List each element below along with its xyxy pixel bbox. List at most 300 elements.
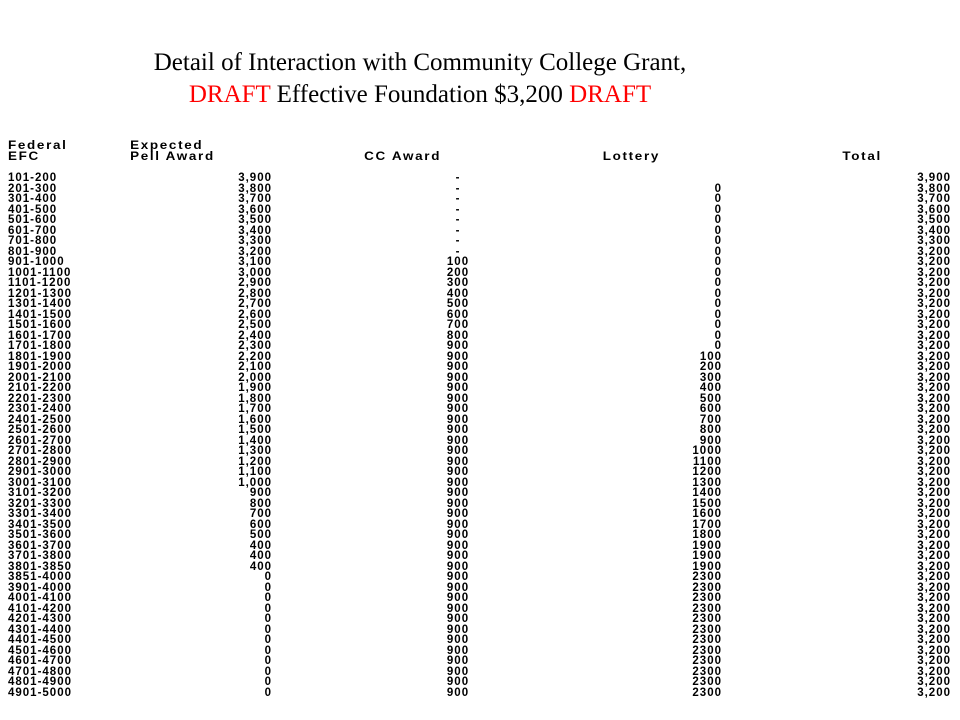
cc-award-cell: 900	[446, 466, 470, 478]
table-row	[8, 203, 951, 216]
lottery-award-cell: 0	[714, 287, 722, 300]
pell-award-cell: 3,200	[238, 245, 272, 258]
lottery-award-cell: 2300	[692, 592, 722, 604]
table-row	[8, 539, 951, 552]
cc-award-cell: 900	[446, 434, 470, 447]
header-pell-line2: Pell Award	[130, 149, 215, 163]
pell-award-cell: 2,400	[238, 329, 272, 342]
table-row	[8, 686, 951, 699]
efc-range-cell: 4601-4700	[8, 655, 72, 667]
lottery-award-cell: 700	[699, 413, 722, 426]
lottery-award-cell: 2300	[692, 602, 722, 615]
pell-award-cell: 1,400	[238, 434, 272, 447]
total-award-cell: 3,200	[917, 466, 951, 478]
cc-award-cell: 900	[446, 392, 470, 405]
pell-award-cell: 1,000	[238, 476, 272, 489]
pell-award-cell: 0	[264, 634, 272, 646]
total-award-cell: 3,200	[917, 445, 951, 457]
table-row	[8, 613, 951, 625]
lottery-award-cell: 1600	[692, 508, 722, 520]
lottery-award-cell: 800	[699, 424, 722, 436]
lottery-award-cell: 900	[699, 434, 722, 447]
title-subtitle: Effective Foundation $3,200	[270, 81, 570, 108]
cc-award-cell: 900	[446, 655, 470, 667]
pell-award-cell: 700	[249, 508, 272, 520]
lottery-award-cell: 600	[699, 403, 722, 415]
cc-award-cell: 900	[446, 340, 470, 352]
pell-award-cell: 1,100	[238, 466, 272, 478]
total-award-cell: 3,200	[917, 581, 951, 594]
lottery-award-cell: 0	[714, 182, 722, 195]
cc-award-cell: 900	[446, 539, 470, 552]
lottery-award-cell: 0	[714, 329, 722, 342]
header-cc-award: CC Award	[364, 149, 442, 163]
draft-label-right: DRAFT	[569, 81, 652, 108]
pell-award-cell: 2,200	[238, 350, 272, 363]
efc-range-cell: 3851-4000	[8, 571, 72, 583]
pell-award-cell: 0	[264, 602, 272, 615]
efc-range-cell: 2301-2400	[8, 403, 72, 415]
table-row	[8, 655, 951, 667]
efc-range-cell: 1701-1800	[8, 340, 72, 352]
pell-award-cell: 3,600	[238, 203, 272, 216]
total-award-cell: 3,200	[917, 529, 951, 541]
header-total: Total	[842, 149, 882, 163]
pell-award-cell: 2,500	[238, 319, 272, 331]
total-award-cell: 3,200	[917, 329, 951, 342]
lottery-award-cell: 400	[699, 382, 722, 394]
lottery-award-cell: 2300	[692, 686, 722, 699]
lottery-award-cell: 0	[714, 224, 722, 237]
cc-award-cell: 900	[446, 518, 470, 531]
efc-range-cell: 2101-2200	[8, 382, 72, 394]
pell-award-cell: 1,200	[238, 455, 272, 468]
table-row	[8, 266, 951, 279]
pell-award-cell: 3,300	[238, 235, 272, 247]
lottery-award-cell: 200	[699, 361, 722, 373]
total-award-cell: 3,200	[917, 655, 951, 667]
table-row	[8, 298, 951, 310]
lottery-award-cell: 1100	[693, 455, 722, 468]
efc-range-cell: 3601-3700	[8, 539, 72, 552]
table-row	[8, 665, 951, 678]
total-award-cell: 3,500	[917, 214, 951, 226]
table-row	[8, 214, 951, 226]
efc-range-cell: 701-800	[8, 235, 58, 247]
lottery-award-cell: 1900	[692, 539, 722, 552]
pell-award-cell: 400	[249, 560, 272, 573]
draft-label-left: DRAFT	[188, 81, 271, 108]
efc-range-cell: 3901-4000	[8, 581, 72, 594]
table-row	[8, 403, 951, 415]
efc-range-cell: 2001-2100	[8, 371, 72, 384]
efc-range-cell: 1201-1300	[8, 287, 72, 300]
table-row	[8, 529, 951, 541]
total-award-cell: 3,200	[917, 497, 951, 510]
total-award-cell: 3,200	[917, 487, 951, 499]
cc-award-cell: 800	[446, 329, 470, 342]
table-row	[8, 235, 951, 247]
pell-award-cell: 0	[264, 613, 272, 625]
cc-award-cell: -	[455, 172, 461, 184]
efc-range-cell: 3201-3300	[8, 497, 72, 510]
total-award-cell: 3,600	[917, 203, 951, 216]
pell-award-cell: 2,600	[238, 308, 272, 321]
cc-award-cell: 900	[446, 403, 470, 415]
total-award-cell: 3,200	[917, 686, 951, 699]
pell-award-cell: 1,700	[238, 403, 272, 415]
cc-award-cell: 900	[446, 445, 470, 457]
total-award-cell: 3,200	[917, 623, 951, 636]
cc-award-cell: 900	[446, 382, 470, 394]
efc-range-cell: 2901-3000	[8, 466, 72, 478]
total-award-cell: 3,200	[917, 350, 951, 363]
total-award-cell: 3,200	[917, 476, 951, 489]
table-row	[8, 518, 951, 531]
lottery-award-cell: 0	[714, 298, 722, 310]
efc-range-cell: 2601-2700	[8, 434, 72, 447]
table-row	[8, 623, 951, 636]
table-row	[8, 182, 951, 195]
efc-range-cell: 1101-1200	[8, 277, 72, 289]
efc-range-cell: 1301-1400	[8, 298, 72, 310]
table-body	[8, 172, 951, 699]
pell-award-cell: 0	[264, 581, 272, 594]
cc-award-cell: 900	[446, 476, 470, 489]
lottery-award-cell: 0	[714, 266, 722, 279]
table-row	[8, 466, 951, 478]
total-award-cell: 3,300	[917, 235, 951, 247]
lottery-award-cell: 300	[699, 371, 722, 384]
table-row	[8, 476, 951, 489]
pell-award-cell: 0	[264, 665, 272, 678]
table-header	[8, 140, 960, 164]
total-award-cell: 3,400	[917, 224, 951, 237]
lottery-award-cell: 1300	[692, 476, 722, 489]
efc-range-cell: 2801-2900	[8, 455, 72, 468]
lottery-award-cell: 0	[714, 319, 722, 331]
table-row	[8, 571, 951, 583]
cc-award-cell: -	[455, 245, 461, 258]
lottery-award-cell: 1700	[692, 518, 722, 531]
total-award-cell: 3,200	[917, 434, 951, 447]
title-line-1: Detail of Interaction with Community College Grant,	[153, 49, 687, 76]
cc-award-cell: 900	[446, 665, 470, 678]
efc-range-cell: 2401-2500	[8, 413, 72, 426]
pell-award-cell: 0	[264, 623, 272, 636]
efc-range-cell: 801-900	[8, 245, 58, 258]
cc-award-cell: -	[455, 203, 461, 216]
lottery-award-cell: 2300	[692, 571, 722, 583]
cc-award-cell: 400	[446, 287, 470, 300]
table-row	[8, 634, 951, 646]
cc-award-cell: -	[455, 224, 461, 237]
lottery-award-cell: 2300	[692, 581, 722, 594]
total-award-cell: 3,800	[917, 182, 951, 195]
pell-award-cell: 3,500	[238, 214, 272, 226]
lottery-award-cell: 2300	[692, 676, 722, 688]
efc-range-cell: 3701-3800	[8, 550, 72, 562]
cc-award-cell: 900	[446, 424, 470, 436]
efc-range-cell: 3001-3100	[8, 476, 72, 489]
cc-award-cell: 200	[446, 266, 470, 279]
total-award-cell: 3,200	[917, 361, 951, 373]
page-title	[0, 47, 840, 111]
lottery-award-cell: 1000	[692, 445, 722, 457]
total-award-cell: 3,200	[917, 613, 951, 625]
total-award-cell: 3,200	[917, 308, 951, 321]
cc-award-cell: 900	[446, 581, 470, 594]
cc-award-cell: 900	[446, 497, 470, 510]
cc-award-cell: 900	[446, 350, 470, 363]
table-row	[8, 172, 951, 184]
total-award-cell: 3,200	[917, 592, 951, 604]
table-row	[8, 277, 951, 289]
pell-award-cell: 0	[264, 686, 272, 699]
header-efc-line1: Federal	[8, 138, 68, 152]
efc-range-cell: 101-200	[8, 172, 58, 184]
total-award-cell: 3,200	[917, 340, 951, 352]
table-row	[8, 361, 951, 373]
table-row	[8, 193, 951, 205]
pell-award-cell: 3,900	[238, 172, 272, 184]
efc-range-cell: 2501-2600	[8, 424, 72, 436]
table-row	[8, 424, 951, 436]
cc-award-cell: -	[455, 193, 461, 205]
cc-award-cell: 900	[446, 508, 470, 520]
title-line-2	[0, 79, 840, 111]
efc-range-cell: 301-400	[8, 193, 58, 205]
cc-award-cell: 900	[446, 592, 470, 604]
pell-award-cell: 500	[249, 529, 272, 541]
pell-award-cell: 0	[264, 644, 272, 657]
pell-award-cell: 2,300	[238, 340, 272, 352]
total-award-cell: 3,200	[917, 676, 951, 688]
pell-award-cell: 0	[264, 676, 272, 688]
total-award-cell: 3,200	[917, 277, 951, 289]
cc-award-cell: 900	[446, 602, 470, 615]
total-award-cell: 3,200	[917, 403, 951, 415]
efc-range-cell: 401-500	[8, 203, 58, 216]
table-row	[8, 319, 951, 331]
efc-range-cell: 3801-3850	[8, 560, 72, 573]
total-award-cell: 3,200	[917, 665, 951, 678]
efc-range-cell: 4401-4500	[8, 634, 72, 646]
efc-range-cell: 1001-1100	[8, 266, 72, 279]
pell-award-cell: 0	[264, 655, 272, 667]
efc-range-cell: 4801-4900	[8, 676, 72, 688]
efc-range-cell: 4901-5000	[8, 686, 72, 699]
table-row	[8, 371, 951, 384]
table-row	[8, 487, 951, 499]
efc-range-cell: 4101-4200	[8, 602, 72, 615]
award-table	[8, 138, 951, 699]
total-award-cell: 3,200	[917, 644, 951, 657]
efc-range-cell: 1601-1700	[8, 329, 72, 342]
header-efc-line2: EFC	[8, 149, 40, 163]
table-row	[8, 308, 951, 321]
total-award-cell: 3,200	[917, 382, 951, 394]
total-award-cell: 3,200	[917, 571, 951, 583]
lottery-award-cell: 1500	[692, 497, 722, 510]
cc-award-cell: 900	[446, 634, 470, 646]
table-row	[8, 413, 951, 426]
cc-award-cell: 900	[446, 623, 470, 636]
lottery-award-cell: 0	[714, 193, 722, 205]
pell-award-cell: 600	[249, 518, 272, 531]
total-award-cell: 3,200	[917, 424, 951, 436]
pell-award-cell: 0	[264, 571, 272, 583]
pell-award-cell: 900	[249, 487, 272, 499]
efc-range-cell: 1801-1900	[8, 350, 72, 363]
total-award-cell: 3,200	[917, 256, 951, 268]
efc-range-cell: 2701-2800	[8, 445, 72, 457]
lottery-award-cell: 2300	[692, 644, 722, 657]
lottery-award-cell: 2300	[692, 634, 722, 646]
total-award-cell: 3,200	[917, 518, 951, 531]
pell-award-cell: 400	[249, 539, 272, 552]
cc-award-cell: 600	[446, 308, 470, 321]
efc-range-cell: 3101-3200	[8, 487, 72, 499]
table-row	[8, 287, 951, 300]
table-row	[8, 644, 951, 657]
cc-award-cell: 900	[446, 560, 470, 573]
total-award-cell: 3,200	[917, 371, 951, 384]
cc-award-cell: 100	[446, 256, 470, 268]
pell-award-cell: 800	[249, 497, 272, 510]
efc-range-cell: 4501-4600	[8, 644, 72, 657]
lottery-award-cell: 100	[699, 350, 722, 363]
cc-award-cell: 900	[446, 455, 470, 468]
efc-range-cell: 501-600	[8, 214, 58, 226]
cc-award-cell: 900	[446, 676, 470, 688]
lottery-award-cell: 0	[714, 203, 722, 216]
pell-award-cell: 2,000	[238, 371, 272, 384]
lottery-award-cell: 0	[714, 340, 722, 352]
pell-award-cell: 3,000	[238, 266, 272, 279]
table-row	[8, 676, 951, 688]
lottery-award-cell: 2300	[692, 665, 722, 678]
efc-range-cell: 4701-4800	[8, 665, 72, 678]
lottery-award-cell: 0	[714, 256, 722, 268]
cc-award-cell: 900	[446, 371, 470, 384]
pell-award-cell: 1,900	[238, 382, 272, 394]
total-award-cell: 3,200	[917, 508, 951, 520]
lottery-award-cell: 500	[699, 392, 722, 405]
total-award-cell: 3,200	[917, 298, 951, 310]
total-award-cell: 3,200	[917, 455, 951, 468]
total-award-cell: 3,200	[917, 550, 951, 562]
cc-award-cell: 900	[446, 361, 470, 373]
table-row	[8, 256, 951, 268]
pell-award-cell: 2,800	[238, 287, 272, 300]
pell-award-cell: 400	[249, 550, 272, 562]
cc-award-cell: 700	[446, 319, 470, 331]
table-row	[8, 350, 951, 363]
table-row	[8, 508, 951, 520]
cc-award-cell: 900	[446, 644, 470, 657]
total-award-cell: 3,700	[917, 193, 951, 205]
total-award-cell: 3,900	[917, 172, 951, 184]
table-row	[8, 602, 951, 615]
pell-award-cell: 3,400	[238, 224, 272, 237]
efc-range-cell: 3301-3400	[8, 508, 72, 520]
efc-range-cell: 1501-1600	[8, 319, 72, 331]
table-row	[8, 224, 951, 237]
efc-range-cell: 1901-2000	[8, 361, 72, 373]
cc-award-cell: 900	[446, 686, 470, 699]
total-award-cell: 3,200	[917, 319, 951, 331]
pell-award-cell: 1,800	[238, 392, 272, 405]
total-award-cell: 3,200	[917, 634, 951, 646]
table-row	[8, 445, 951, 457]
pell-award-cell: 3,800	[238, 182, 272, 195]
total-award-cell: 3,200	[917, 287, 951, 300]
lottery-award-cell: 1200	[692, 466, 722, 478]
table-row	[8, 455, 951, 468]
total-award-cell: 3,200	[917, 539, 951, 552]
lottery-award-cell: 0	[714, 245, 722, 258]
lottery-award-cell: 0	[714, 214, 722, 226]
table-row	[8, 497, 951, 510]
cc-award-cell: -	[455, 214, 461, 226]
total-award-cell: 3,200	[917, 245, 951, 258]
efc-range-cell: 4001-4100	[8, 592, 72, 604]
efc-range-cell: 2201-2300	[8, 392, 72, 405]
table-row	[8, 329, 951, 342]
efc-range-cell: 201-300	[8, 182, 58, 195]
cc-award-cell: 900	[446, 529, 470, 541]
lottery-award-cell: 1400	[692, 487, 722, 499]
total-award-cell: 3,200	[917, 413, 951, 426]
efc-range-cell: 601-700	[8, 224, 58, 237]
lottery-award-cell: 1800	[692, 529, 722, 541]
cc-award-cell: 900	[446, 413, 470, 426]
cc-award-cell: 900	[446, 550, 470, 562]
pell-award-cell: 2,100	[238, 361, 272, 373]
efc-range-cell: 4301-4400	[8, 623, 72, 636]
lottery-award-cell: 2300	[692, 623, 722, 636]
cc-award-cell: 900	[446, 487, 470, 499]
lottery-award-cell: 2300	[692, 613, 722, 625]
pell-award-cell: 2,700	[238, 298, 272, 310]
lottery-award-cell: 1900	[692, 560, 722, 573]
total-award-cell: 3,200	[917, 392, 951, 405]
cc-award-cell: 500	[446, 298, 470, 310]
lottery-award-cell: 2300	[692, 655, 722, 667]
total-award-cell: 3,200	[917, 560, 951, 573]
pell-award-cell: 1,300	[238, 445, 272, 457]
header-lottery: Lottery	[602, 149, 661, 163]
pell-award-cell: 0	[264, 592, 272, 604]
cc-award-cell: 900	[446, 613, 470, 625]
table-row	[8, 592, 951, 604]
pell-award-cell: 3,700	[238, 193, 272, 205]
lottery-award-cell: 1900	[692, 550, 722, 562]
lottery-award-cell: 0	[714, 277, 722, 289]
table-row	[8, 560, 951, 573]
efc-range-cell: 3401-3500	[8, 518, 72, 531]
table-row	[8, 245, 951, 258]
table-row	[8, 340, 951, 352]
cc-award-cell: 900	[446, 571, 470, 583]
cc-award-cell: -	[455, 182, 461, 195]
lottery-award-cell: 0	[714, 308, 722, 321]
lottery-award-cell: 0	[714, 235, 722, 247]
cc-award-cell: -	[455, 235, 461, 247]
table-row	[8, 581, 951, 594]
table-row	[8, 434, 951, 447]
